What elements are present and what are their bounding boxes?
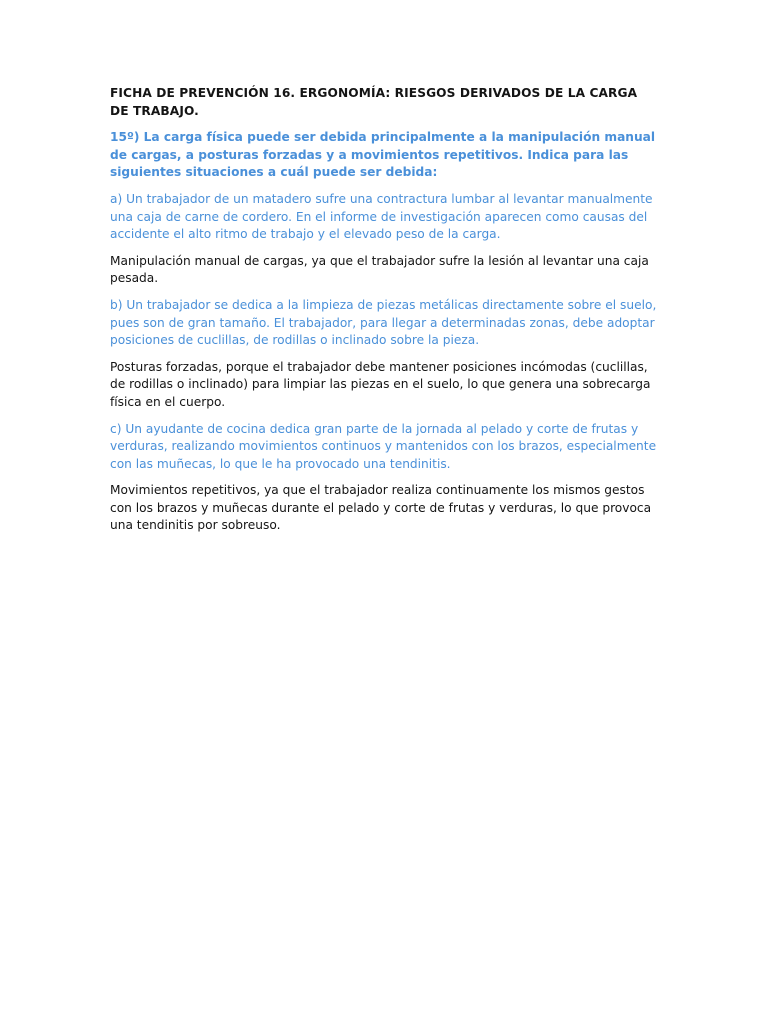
question-prompt: 15º) La carga física puede ser debida principalmente a la manipulación manual de cargas, a posturas forzadas y a movimientos repetitivos. Indica para las siguientes situaciones a cuál puede ser debida: [110,130,656,180]
document-title: FICHA DE PREVENCIÓN 16. ERGONOMÍA: RIESGOS DERIVADOS DE LA CARGA DE TRABAJO. [110,86,638,118]
case-a-text: a) Un trabajador de un matadero sufre una contractura lumbar al levantar manualmente una caja de carne de cordero. En el informe de investigación aparecen como causas del accidente el alto ritmo de trabajo y el elevado peso de la carga. [110,191,653,242]
case-b-text: b) Un trabajador se dedica a la limpieza de piezas metálicas directamente sobre el suelo, pues son de gran tamaño. El trabajador, para llegar a determinadas zonas, debe adoptar posiciones de cuclillas, de rodillas o inclinado sobre la pieza. [110,297,657,348]
answer-c-text: Movimientos repetitivos, ya que el trabajador realiza continuamente los mismos gestos con los brazos y muñecas durante el pelado y corte de frutas y verduras, lo que provoca una tendinitis por sobreuso. [110,483,652,533]
document-page [110,85,658,544]
answer-b-text: Posturas forzadas, porque el trabajador debe mantener posiciones incómodas (cuclillas, de rodillas o inclinado) para limpiar las piezas en el suelo, lo que genera una sobrecarga física en el cuerpo. [110,359,651,409]
answer-a-text: Manipulación manual de cargas, ya que el trabajador sufre la lesión al levantar una caja pesada. [110,253,649,286]
case-c-text: c) Un ayudante de cocina dedica gran parte de la jornada al pelado y corte de frutas y verduras, realizando movimientos continuos y mantenidos con los brazos, especialmente con las muñecas, lo que le ha provocado una tendinitis. [110,421,657,471]
